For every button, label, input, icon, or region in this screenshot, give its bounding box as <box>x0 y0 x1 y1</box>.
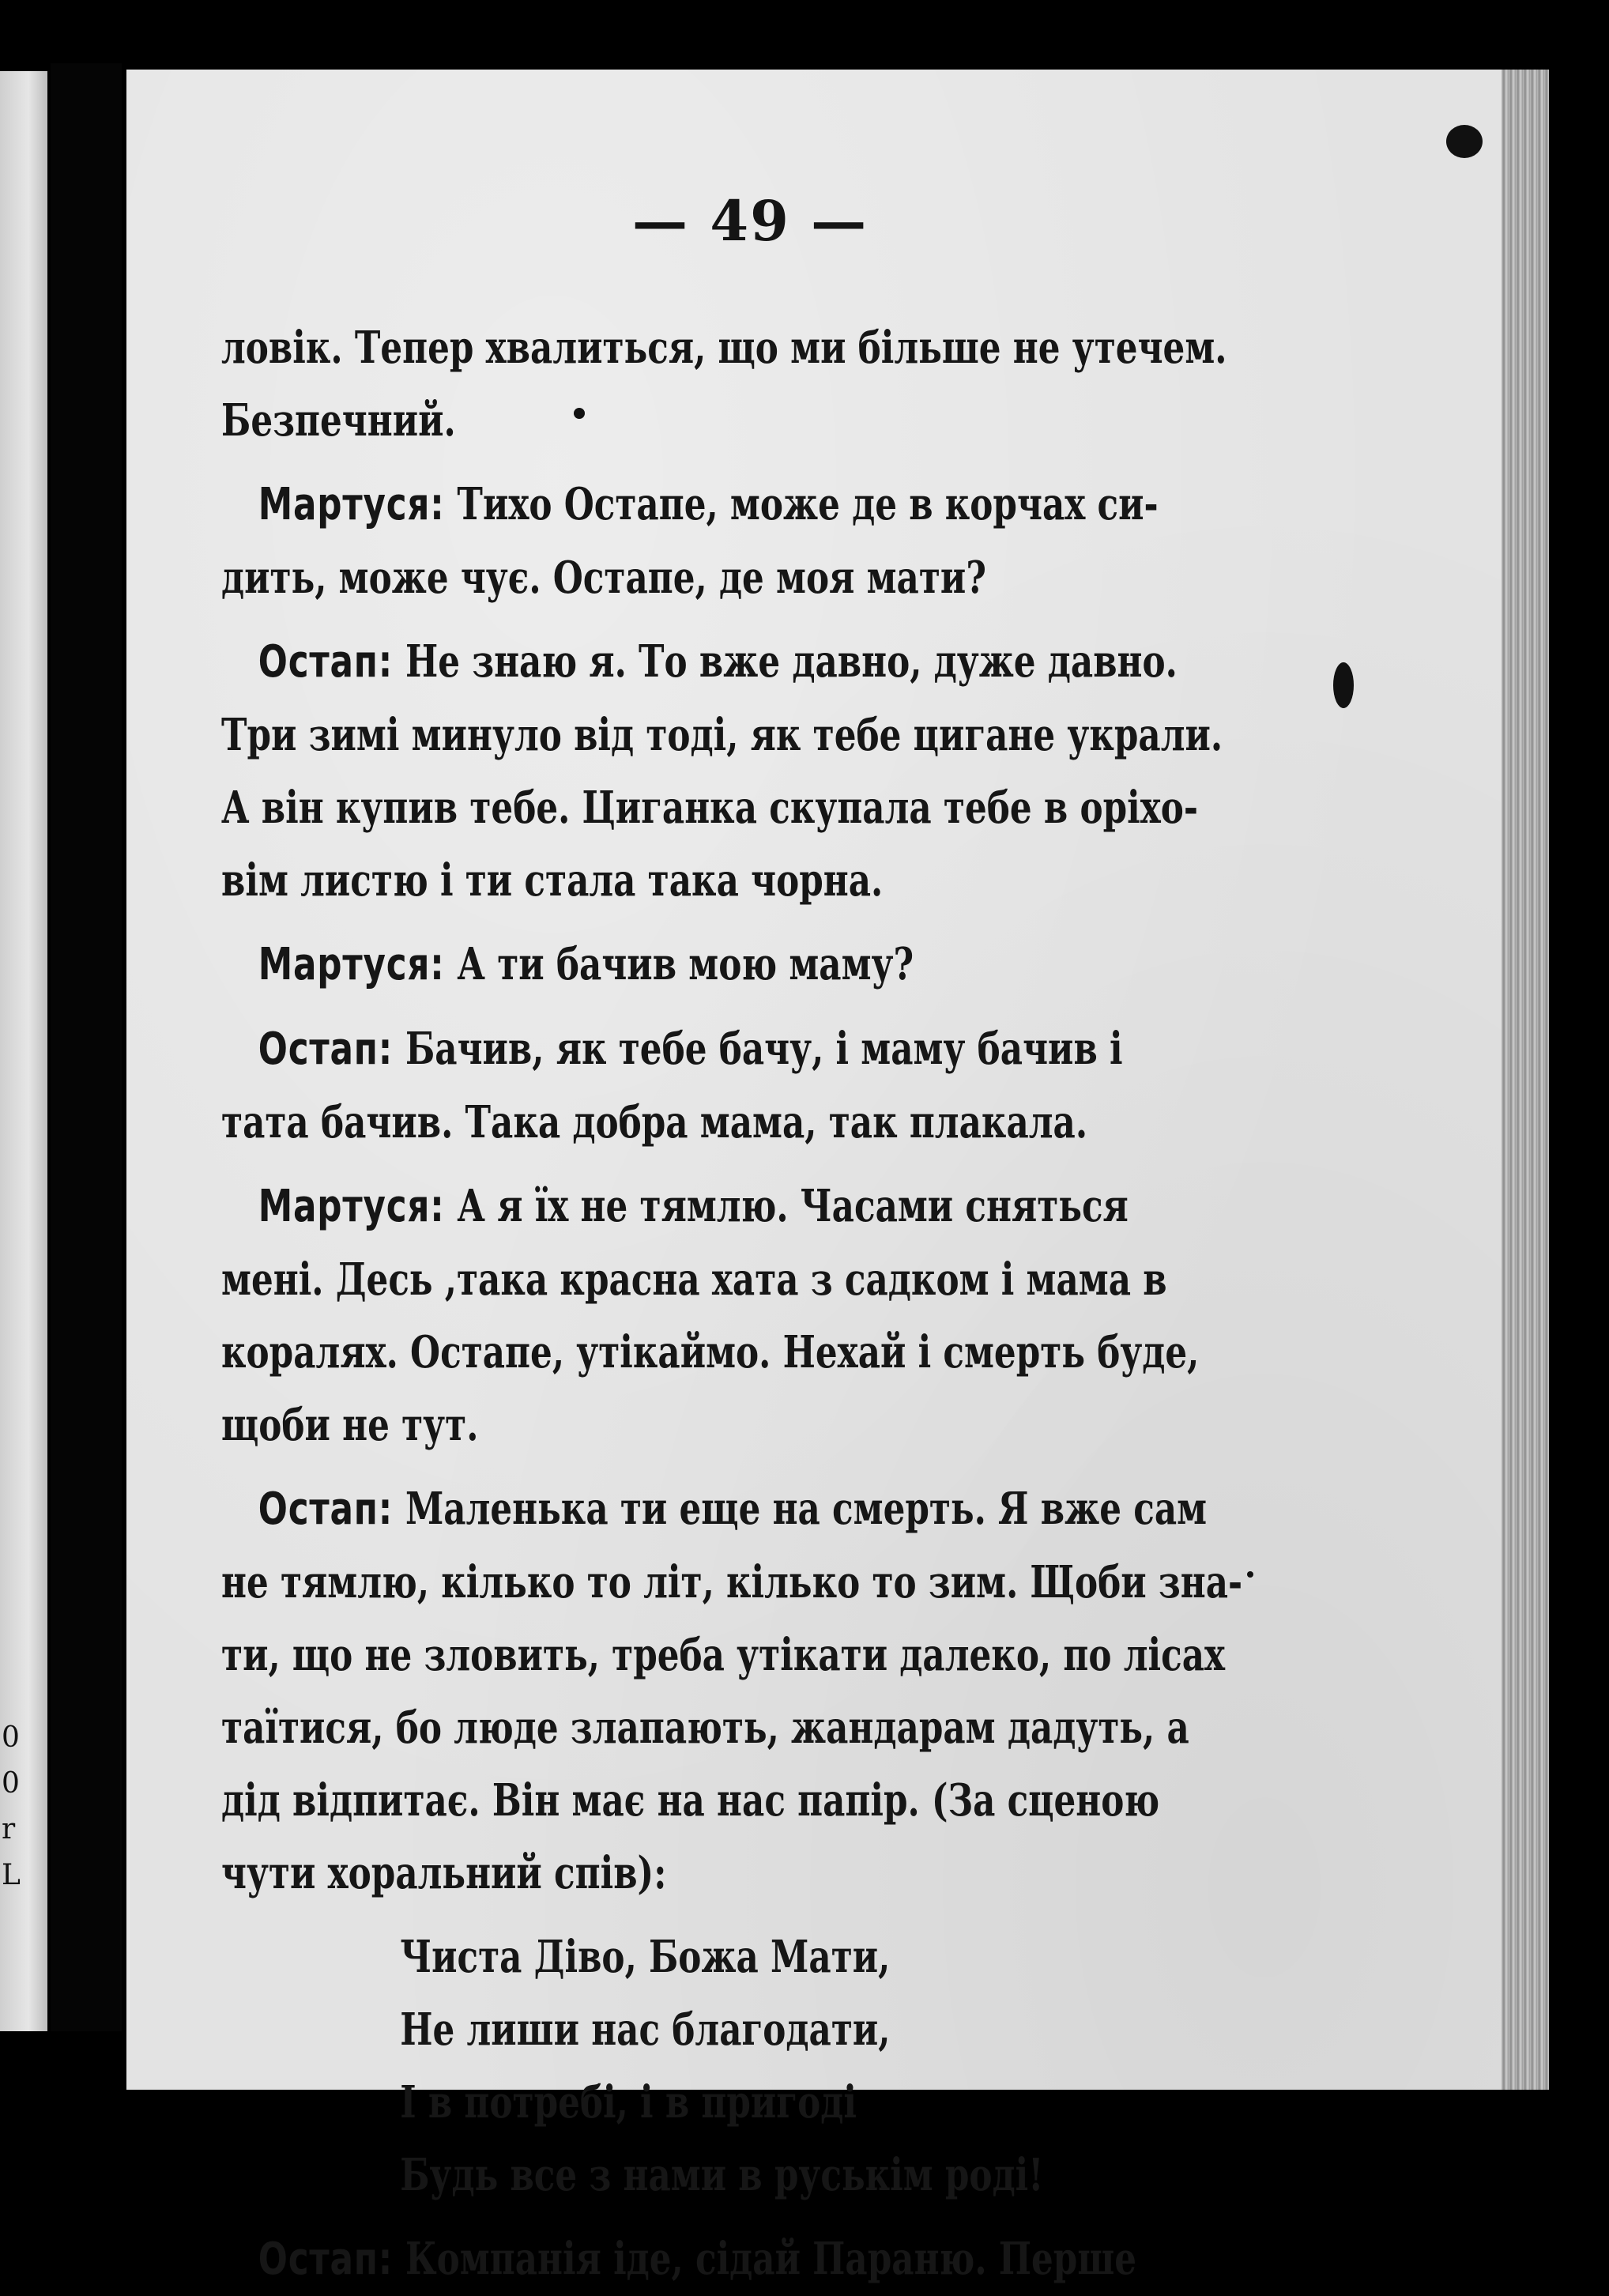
speaker-name: Мартуся: <box>258 939 458 990</box>
text-line <box>221 1691 1405 1764</box>
ink-spot <box>1333 662 1354 708</box>
verse-line <box>221 1993 1405 2066</box>
verse-line <box>221 1921 1405 1993</box>
line-text: не тямлю, кілько то літ, кілько то зим. Щоби зна- <box>221 1556 1243 1608</box>
prose-paragraph <box>221 311 1405 457</box>
line-text: Маленька ти еще на смерть. Я вже сам <box>405 1483 1208 1535</box>
speaker-name: Остап: <box>258 1024 405 1075</box>
ink-dot <box>574 408 585 419</box>
dialogue-paragraph <box>221 1170 1405 1461</box>
line-text: Будь все з нами в руськім роді! <box>400 2149 1044 2201</box>
text-line <box>221 468 1405 541</box>
dialogue-paragraph <box>221 468 1405 614</box>
verse-line <box>221 2066 1405 2139</box>
ink-dot <box>1247 1571 1253 1578</box>
dialogue-paragraph <box>221 1012 1405 1159</box>
line-text: ловік. Тепер хвалиться, що ми більше не утечем. <box>221 322 1227 374</box>
gutter-shadow <box>51 63 122 2031</box>
line-text: Не знаю я. То вже давно, дуже давно. <box>405 635 1178 688</box>
text-line <box>221 1012 1405 1086</box>
book-edge-right <box>1502 70 1549 2090</box>
text-line <box>221 541 1405 614</box>
left-page-marks <box>2 1715 21 1898</box>
text-line <box>221 625 1405 699</box>
line-text: Тихо Остапе, може де в корчах си- <box>457 478 1159 530</box>
line-text: дить, може чує. Остапе, де моя мати? <box>221 552 986 604</box>
text-line <box>221 1170 1405 1243</box>
left-page-mark: r <box>2 1813 16 1845</box>
speaker-name: Остап: <box>258 636 405 688</box>
text-line <box>221 1619 1405 1691</box>
dialogue-paragraph <box>221 928 1405 1001</box>
line-text: таїтися, бо люде злапають, жандарам дадуть, а <box>221 1702 1189 1754</box>
left-page-mark: 0 <box>2 1721 20 1754</box>
text-line <box>221 771 1405 844</box>
line-text: вім листю і ти стала така чорна. <box>221 854 884 907</box>
line-text: дід відпитає. Він має на нас папір. (За сценою <box>221 1774 1160 1827</box>
line-text: Компанія іде, сідай Параню. Перше <box>405 2233 1137 2285</box>
line-text: Чиста Діво, Божа Мати, <box>400 1931 891 1983</box>
left-page-mark: 0 <box>2 1767 20 1800</box>
text-line <box>221 699 1405 771</box>
text-line <box>221 311 1405 384</box>
line-text: чути хоральний спів): <box>221 1847 667 1899</box>
left-page-mark: L <box>2 1859 21 1891</box>
line-text: А я їх не тямлю. Часами сняться <box>457 1180 1129 1232</box>
left-page-edge <box>0 71 47 2031</box>
text-line <box>221 928 1405 1001</box>
text-line <box>221 2222 1405 2296</box>
book-page <box>126 70 1549 2285</box>
speaker-name: Мартуся: <box>258 1181 458 1232</box>
line-text: А він купив тебе. Циганка скупала тебе в оріхо- <box>221 782 1199 834</box>
speaker-name: Остап: <box>258 2234 405 2285</box>
line-text: Не лиши нас благодати, <box>400 2004 891 2056</box>
line-text: А ти бачив мою маму? <box>457 938 914 990</box>
verse-block <box>221 1921 1405 2211</box>
text-line <box>221 844 1405 917</box>
line-text: коралях. Остапе, утікаймо. Нехай і смерть буде, <box>221 1326 1200 1378</box>
speaker-name: Мартуся: <box>258 479 458 530</box>
line-text: Безпечний. <box>221 394 456 447</box>
dialogue-paragraph <box>221 625 1405 917</box>
text-line <box>221 1389 1405 1461</box>
text-line <box>221 1764 1405 1837</box>
dialogue-paragraph <box>221 1472 1405 1910</box>
text-line <box>221 1837 1405 1910</box>
line-text: Бачив, як тебе бачу, і маму бачив і <box>405 1023 1123 1075</box>
line-text: тата бачив. Така добра мама, так плакала. <box>221 1096 1088 1148</box>
line-text: Три зимі минуло від тоді, як тебе цигане украли. <box>221 709 1223 761</box>
ink-spot <box>1446 125 1483 158</box>
page-number: — 49 — <box>632 188 869 254</box>
page-text <box>221 311 1405 2296</box>
text-line <box>221 1243 1405 1316</box>
text-line <box>221 1316 1405 1389</box>
line-text: щоби не тут. <box>221 1399 479 1451</box>
text-line <box>221 1086 1405 1159</box>
dialogue-paragraph <box>221 2222 1405 2296</box>
speaker-name: Остап: <box>258 1484 405 1535</box>
line-text: І в потребі, і в пригоді <box>400 2076 857 2128</box>
line-text: мені. Десь ,така красна хата з садком і мама в <box>221 1254 1167 1306</box>
text-line <box>221 1546 1405 1619</box>
text-line <box>221 384 1405 457</box>
text-line <box>221 1472 1405 1546</box>
verse-line <box>221 2139 1405 2211</box>
line-text: ти, що не зловить, треба утікати далеко, по лісах <box>221 1629 1226 1681</box>
